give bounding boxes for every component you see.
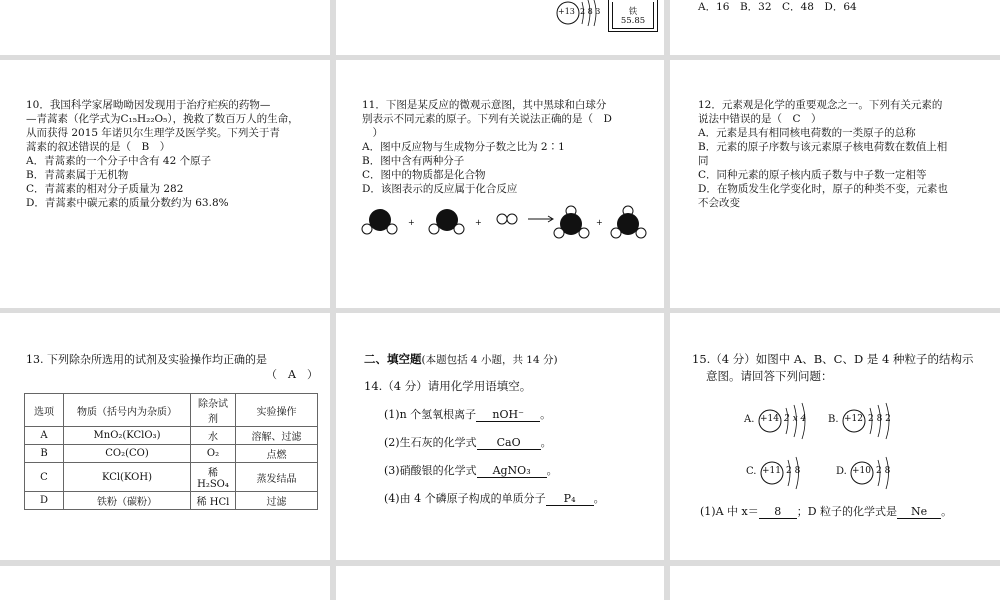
table-header-row [25,394,318,427]
q11-option-b: B．图中含有两种分子 [362,155,465,167]
q10-option-b: B．青蒿素属于无机物 [26,169,129,181]
table-cell: 铁粉（碳粉） [64,492,191,510]
panel-q10 [0,60,330,308]
q11-line: ） [362,127,383,139]
table-cell: 蒸发结晶 [236,463,318,492]
q15-answer-mid: ；D 粒子的化学式是 [796,505,898,518]
q15-answer-prefix: (1)A 中 x＝ [700,505,759,518]
q14-stem: 14.（4 分）请用化学用语填空。 [364,379,532,393]
q12-line: 说法中错误的是（ C ） [698,113,822,125]
q11-line: 别表示不同元素的原子。下列有关说法正确的是（ D [362,113,612,125]
q11-option-d: D．该图表示的反应属于化合反应 [362,183,518,195]
particle-c [746,453,826,493]
panel-top-mid [336,0,664,55]
q10-text [26,98,316,210]
panel-q14 [336,313,664,560]
table-cell: D [25,492,64,510]
q14-item-end: 。 [593,492,605,505]
panel-q15 [670,313,1000,560]
table-cell: A [25,427,64,445]
q10-option-a: A．青蒿素的一个分子中含有 42 个原子 [26,155,212,167]
table-header: 选项 [25,394,64,427]
table-cell: B [25,445,64,463]
section-title: 二、填空题 [364,352,422,366]
table-row [25,445,318,463]
table-row [25,463,318,492]
q10-option-c: C．青蒿素的相对分子质量为 282 [26,183,184,195]
q14-answer: AgNO₃ [477,464,547,478]
q10-line: 10．我国科学家屠呦呦因发现用于治疗疟疾的药物— [26,99,271,111]
particle-label: C. [746,466,757,477]
q13-table [24,393,318,510]
q14-item-end: 。 [540,436,552,449]
molecule-5 [611,206,646,238]
panel-q13 [0,313,330,560]
q11-option-c: C．图中的物质都是化合物 [362,169,486,181]
q14-item-3 [384,462,558,478]
particle-label: B. [828,414,839,425]
table-cell: 过滤 [236,492,318,510]
table-row [25,427,318,445]
panel-bottom-mid [336,566,664,600]
q14-answer: CaO [477,436,541,450]
particle-nucleus: +14 [760,414,779,424]
q12-text [698,98,990,210]
q14-item-end: 。 [540,408,552,421]
plus-sign-1: + [408,218,415,227]
element-cell-fe [608,0,658,32]
plus-sign-2: + [475,218,482,227]
q11-text [362,98,654,196]
panel-bottom-left [0,566,330,600]
element-mass: 55.85 [620,16,646,26]
q15-answer-end: 。 [941,505,953,518]
table-cell: C [25,463,64,492]
q12-option-b-cont: 同 [698,155,709,167]
particle-b [828,401,908,441]
q15-stem-line: 意图。请回答下列问题： [706,369,833,383]
q14-item-4 [384,490,605,506]
particle-shells: 2 8 [786,466,801,476]
q10-line: 蒿素的叙述错误的是（ B ） [26,141,171,153]
q12-option-b: B．元素的原子序数与该元素原子核电荷数在数值上相 [698,141,948,153]
q10-option-d: D．青蒿素中碳元素的质量分数约为 63.8% [26,197,229,209]
q14-item-text: (2)生石灰的化学式 [384,436,477,449]
q12-option-d-cont: 不会改变 [698,197,740,209]
q10-line: 从而获得 2015 年诺贝尔生理学及医学奖。下列关于青 [26,127,280,139]
table-cell: 稀 H₂SO₄ [191,463,236,492]
q14-item-end: 。 [546,464,558,477]
q12-option-c: C．同种元素的原子核内质子数与中子数一定相等 [698,169,927,181]
panel-top-left [0,0,330,55]
plus-sign-3: + [596,218,603,227]
atom-nucleus-label: +13 [558,7,575,16]
table-cell: KCl(KOH) [64,463,191,492]
q9-options: A．16 B．32 C．48 D．64 [698,1,857,13]
q15-answer-d: Ne [897,505,941,519]
particle-nucleus: +10 [852,466,871,476]
table-cell: 点燃 [236,445,318,463]
q15-stem [692,351,973,385]
table-cell: O₂ [191,445,236,463]
q10-line: —青蒿素（化学式为C₁₅H₂₂O₅），挽救了数百万人的生命， [26,113,299,125]
q14-answer: nOH⁻ [476,408,540,422]
q14-item-text: (3)硝酸银的化学式 [384,464,477,477]
particle-shells: 2 x 4 [784,414,807,424]
q14-item-1 [384,406,551,422]
particle-shells: 2 8 2 [868,414,891,424]
section-heading [364,351,558,367]
q11-line: 11．下图是某反应的微观示意图，其中黑球和白球分 [362,99,607,111]
particle-d [836,453,916,493]
table-cell: MnO₂(KClO₃) [64,427,191,445]
q12-line: 12．元素观是化学的重要观念之一。下列有关元素的 [698,99,943,111]
table-cell: 水 [191,427,236,445]
molecule-4 [554,206,589,238]
table-header: 除杂试剂 [191,394,236,427]
particle-a [744,401,824,441]
q14-item-text: (1)n 个氢氧根离子 [384,408,477,421]
reaction-diagram [358,205,658,245]
element-name: 铁 [628,7,638,17]
table-cell: 溶解、过滤 [236,427,318,445]
section-note: (本题包括 4 小题，共 14 分) [421,354,558,366]
q13-answer: （ A ） [266,368,318,381]
q15-answer-x: 8 [759,505,797,519]
panel-q11 [336,60,664,308]
reaction-arrow [528,216,553,222]
atom-diagram-al [554,0,606,30]
atom-shell-label: 2 8 3 [580,7,601,16]
q14-answer: P₄ [546,492,594,506]
table-header: 实验操作 [236,394,318,427]
table-row [25,492,318,510]
q12-option-d: D．在物质发生化学变化时，原子的种类不变，元素也 [698,183,948,195]
q14-item-2 [384,434,552,450]
molecule-3 [497,214,517,224]
molecule-2 [429,209,464,234]
q15-answer-line [700,503,952,519]
q11-option-a: A．图中反应物与生成物分子数之比为 2∶1 [362,141,565,153]
q13-stem: 13. 下列除杂所选用的试剂及实验操作均正确的是 [26,353,267,366]
table-header: 物质（括号内为杂质） [64,394,191,427]
particle-nucleus: +12 [844,414,863,424]
particle-nucleus: +11 [762,466,781,476]
q12-option-a: A．元素是具有相同核电荷数的一类原子的总称 [698,127,916,139]
molecule-1 [362,209,397,234]
particle-shells: 2 8 [876,466,891,476]
panel-q12 [670,60,1000,308]
table-cell: CO₂(CO) [64,445,191,463]
q14-item-text: (4)由 4 个磷原子构成的单质分子 [384,492,546,505]
panel-top-right [670,0,1000,55]
particle-label: A. [744,414,755,425]
q15-stem-line: 15.（4 分）如图中 A、B、C、D 是 4 种粒子的结构示 [692,352,974,366]
table-cell: 稀 HCl [191,492,236,510]
panel-bottom-right [670,566,1000,600]
particle-label: D. [836,466,847,477]
